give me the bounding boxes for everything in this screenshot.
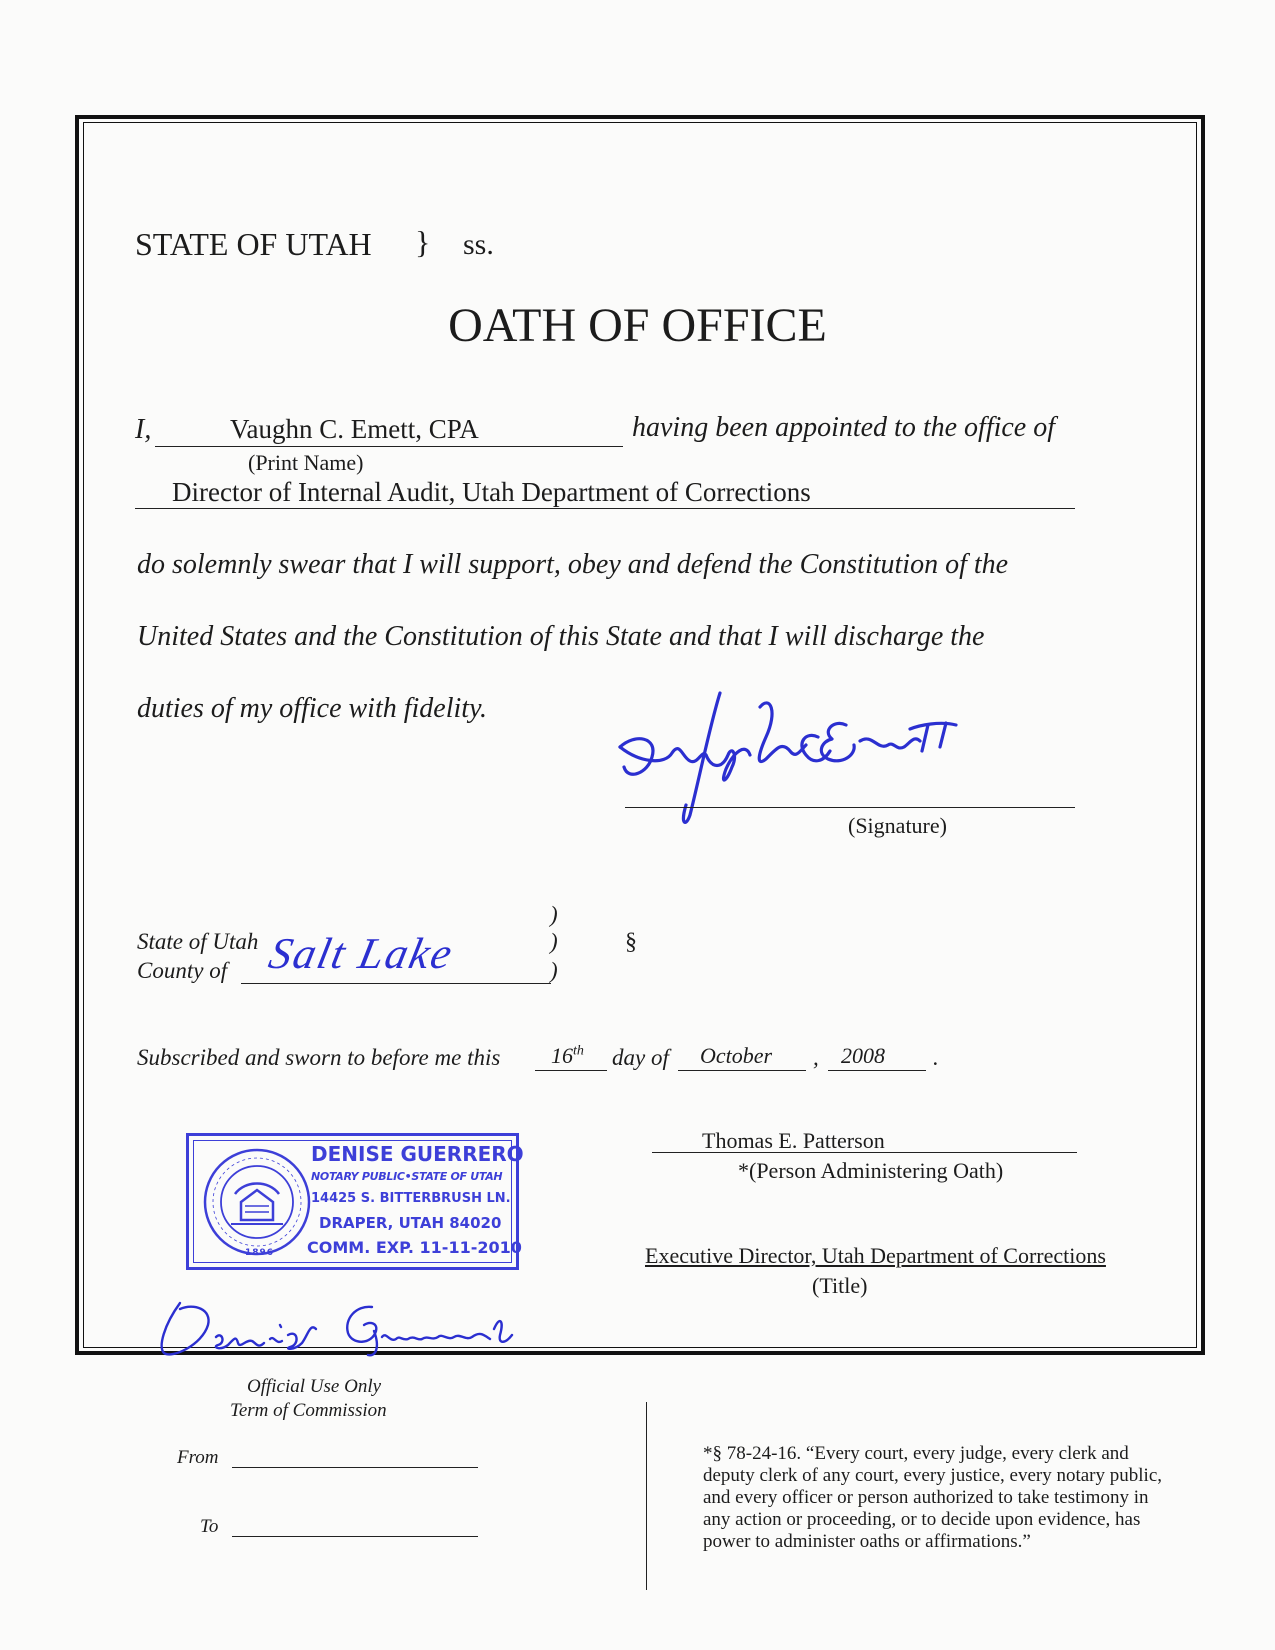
print-name-caption: (Print Name)	[248, 450, 364, 475]
subscribed-text: Subscribed and sworn to before me this	[137, 1045, 501, 1070]
section-symbol: §	[625, 929, 637, 955]
office-value: Director of Internal Audit, Utah Department of Corrections	[172, 477, 811, 507]
day-of-text: day of	[612, 1045, 669, 1070]
office-line	[135, 508, 1075, 509]
oath-prefix: I,	[135, 414, 152, 445]
day-suffix: th	[573, 1043, 584, 1059]
comma: ,	[813, 1045, 819, 1070]
official-use-title: Official Use Only	[247, 1376, 382, 1397]
appointed-text: having been appointed to the office of	[632, 412, 1056, 443]
state-heading: STATE OF UTAH	[135, 226, 372, 262]
county-value-ink: Salt Lake	[264, 929, 459, 978]
state-seal-icon	[201, 1146, 313, 1258]
notary-signature-ink	[150, 1295, 550, 1365]
administrator-name: Thomas E. Patterson	[702, 1128, 885, 1153]
signature-caption: (Signature)	[848, 813, 947, 838]
to-label: To	[200, 1516, 219, 1537]
print-name-line	[155, 446, 623, 447]
notary-stamp	[186, 1133, 524, 1270]
footnote-line: deputy clerk of any court, every justice, every notary public,	[703, 1465, 1162, 1486]
footer-divider	[646, 1402, 647, 1590]
month-line	[678, 1070, 806, 1071]
notary-name: DENISE GUERRERO	[311, 1142, 524, 1166]
venue-paren-2: )	[550, 929, 558, 954]
venue-paren-3: )	[550, 958, 558, 983]
footnote-line: *§ 78-24-16. “Every court, every judge, every clerk and	[703, 1443, 1129, 1464]
footnote-line: and every officer or person authorized to take testimony in	[703, 1487, 1149, 1508]
oath-line-3: duties of my office with fidelity.	[137, 693, 487, 724]
venue-state-label: State of Utah	[137, 929, 259, 954]
administrator-caption: *(Person Administering Oath)	[738, 1158, 1004, 1183]
period: .	[933, 1045, 939, 1070]
notary-line-4: COMM. EXP. 11-11-2010	[307, 1238, 522, 1257]
from-line	[232, 1467, 478, 1468]
month-value: October	[700, 1043, 773, 1068]
oath-line-1: do solemnly swear that I will support, obey and defend the Constitution of the	[137, 549, 1009, 580]
term-of-commission: Term of Commission	[230, 1400, 387, 1421]
footnote-line: any action or proceeding, or to decide upon evidence, has	[703, 1509, 1141, 1530]
day-value	[551, 1043, 584, 1069]
day-number: 16	[551, 1043, 573, 1068]
ss-label: ss.	[463, 228, 494, 261]
to-line	[232, 1536, 478, 1537]
notary-seal-year: 1896	[245, 1248, 275, 1258]
notary-line-3: DRAPER, UTAH 84020	[319, 1214, 502, 1232]
day-line	[535, 1070, 607, 1071]
county-line	[241, 983, 551, 984]
page-title: OATH OF OFFICE	[448, 299, 827, 352]
title-caption: (Title)	[812, 1273, 868, 1298]
notary-line-2: 14425 S. BITTERBRUSH LN.	[311, 1191, 511, 1206]
year-value: 2008	[841, 1043, 885, 1068]
oath-signature-ink	[610, 685, 1010, 835]
venue-county-label: County of	[137, 958, 228, 983]
footnote-line: power to administer oaths or affirmations.”	[703, 1531, 1031, 1552]
year-line	[828, 1070, 926, 1071]
venue-paren-1: )	[550, 902, 558, 927]
print-name-value: Vaughn C. Emett, CPA	[230, 414, 479, 444]
from-label: From	[177, 1447, 219, 1468]
signature-line	[625, 807, 1075, 808]
administrator-title: Executive Director, Utah Department of Corrections	[645, 1243, 1106, 1268]
state-brace: }	[415, 224, 431, 260]
footnote-block	[703, 1443, 1162, 1553]
notary-line-1: NOTARY PUBLIC•STATE OF UTAH	[311, 1170, 503, 1183]
oath-line-2: United States and the Constitution of this State and that I will discharge the	[137, 621, 985, 652]
